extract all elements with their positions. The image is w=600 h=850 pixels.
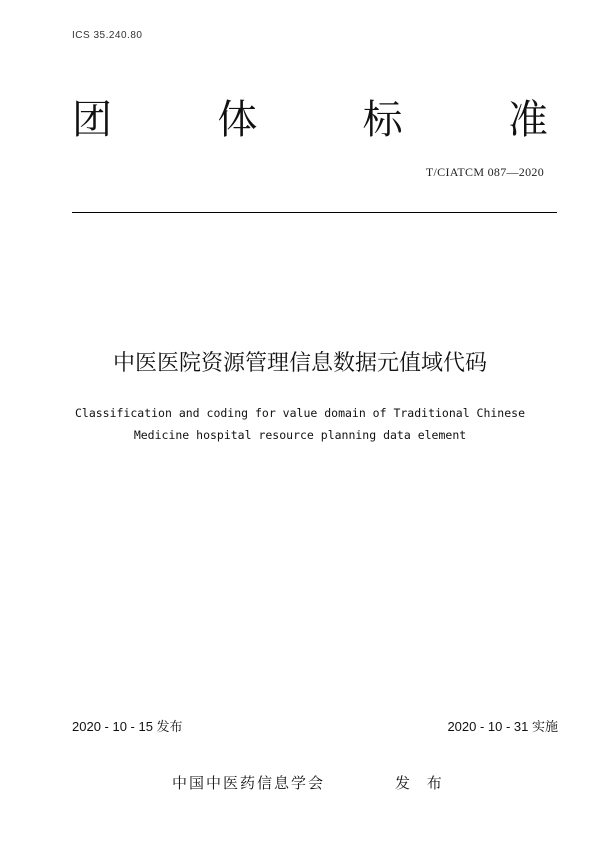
title-char-1: 团 [72, 97, 112, 143]
document-type-title [72, 96, 548, 144]
header-divider [72, 212, 557, 213]
chinese-title: 中医医院资源管理信息数据元值域代码 [112, 351, 487, 376]
implementation-date: 2020 - 10 - 31 实施 [447, 719, 558, 734]
ics-code: ICS 35.240.80 [72, 30, 143, 41]
title-char-4: 准 [507, 97, 548, 143]
title-char-3: 标 [362, 97, 403, 143]
standard-number: T/CIATCM 087—2020 [425, 165, 544, 179]
release-date: 2020 - 10 - 15 发布 [72, 719, 183, 734]
publisher-name: 中国中医药信息学会 [172, 774, 326, 792]
english-title [0, 402, 600, 446]
title-char-2: 体 [217, 97, 258, 143]
english-title-line-2: Medicine hospital resource planning data element [133, 428, 467, 442]
publish-label: 发 布 [395, 774, 448, 792]
english-title-line-1: Classification and coding for value domain of Traditional Chinese [74, 406, 526, 420]
